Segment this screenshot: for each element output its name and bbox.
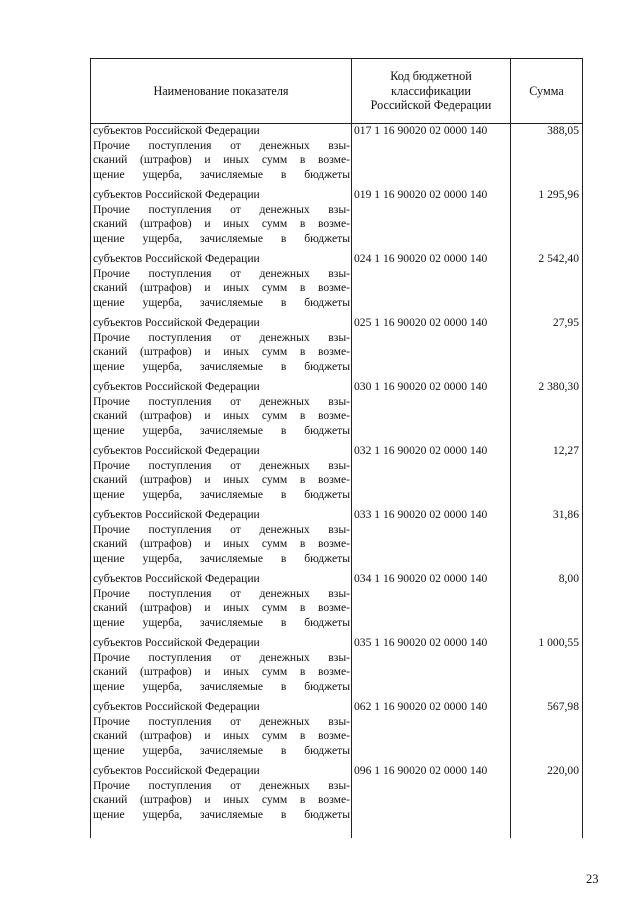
indicator-name-cell bbox=[91, 572, 352, 636]
name-description-line: сканий (штрафов) и иных сумм в возме- bbox=[93, 793, 350, 807]
header-code-line: Российской Федерации bbox=[370, 98, 492, 113]
table-header-row bbox=[91, 59, 583, 124]
header-sum: Сумма bbox=[511, 59, 583, 124]
sum-cell: 567,98 bbox=[511, 700, 583, 764]
name-description-line: Прочие поступления от денежных взы- bbox=[93, 266, 350, 280]
table-body bbox=[91, 124, 583, 839]
header-code-line: Код бюджетной bbox=[390, 69, 472, 84]
budget-code-cell: 096 1 16 90020 02 0000 140 bbox=[352, 764, 511, 828]
name-continuation-line: субъектов Российской Федерации bbox=[93, 508, 260, 521]
sum-cell: 220,00 bbox=[511, 764, 583, 828]
page-number: 23 bbox=[586, 872, 599, 886]
indicator-name-cell bbox=[91, 380, 352, 444]
name-description-line: Прочие поступления от денежных взы- bbox=[93, 330, 350, 344]
sum-cell: 2 542,40 bbox=[511, 252, 583, 316]
header-indicator-name: Наименование показателя bbox=[91, 59, 352, 124]
name-description-line: щение ущерба, зачисляемые в бюджеты bbox=[93, 615, 350, 629]
name-description-line: щение ущерба, зачисляемые в бюджеты bbox=[93, 167, 350, 181]
indicator-name-cell bbox=[91, 444, 352, 508]
name-description-line: Прочие поступления от денежных взы- bbox=[93, 586, 350, 600]
indicator-name-cell bbox=[91, 124, 352, 189]
budget-code-cell: 025 1 16 90020 02 0000 140 bbox=[352, 316, 511, 380]
budget-code-cell: 062 1 16 90020 02 0000 140 bbox=[352, 700, 511, 764]
table-bottom-spacer bbox=[91, 828, 583, 838]
name-description-line: сканий (штрафов) и иных сумм в возме- bbox=[93, 153, 350, 167]
name-continuation-line: субъектов Российской Федерации bbox=[93, 700, 260, 713]
spacer-cell bbox=[511, 828, 583, 838]
name-description-line: Прочие поступления от денежных взы- bbox=[93, 778, 350, 792]
header-budget-code bbox=[352, 59, 511, 124]
budget-code-cell: 035 1 16 90020 02 0000 140 bbox=[352, 636, 511, 700]
sum-cell: 8,00 bbox=[511, 572, 583, 636]
name-description-line: Прочие поступления от денежных взы- bbox=[93, 202, 350, 216]
name-continuation-line: субъектов Российской Федерации bbox=[93, 380, 260, 393]
table-row bbox=[91, 700, 583, 764]
name-description-line: щение ущерба, зачисляемые в бюджеты bbox=[93, 551, 350, 565]
name-description-line: Прочие поступления от денежных взы- bbox=[93, 714, 350, 728]
name-description-line: щение ущерба, зачисляемые в бюджеты bbox=[93, 231, 350, 245]
table-row bbox=[91, 316, 583, 380]
name-continuation-line: субъектов Российской Федерации bbox=[93, 124, 260, 137]
name-description-line: щение ущерба, зачисляемые в бюджеты bbox=[93, 807, 350, 821]
table-row bbox=[91, 252, 583, 316]
header-code-line: классификации bbox=[391, 83, 471, 98]
table-row bbox=[91, 764, 583, 828]
budget-code-cell: 030 1 16 90020 02 0000 140 bbox=[352, 380, 511, 444]
name-continuation-line: субъектов Российской Федерации bbox=[93, 252, 260, 265]
budget-code-cell: 024 1 16 90020 02 0000 140 bbox=[352, 252, 511, 316]
budget-code-cell: 017 1 16 90020 02 0000 140 bbox=[352, 124, 511, 189]
name-continuation-line: субъектов Российской Федерации bbox=[93, 572, 260, 585]
name-description-line: Прочие поступления от денежных взы- bbox=[93, 458, 350, 472]
sum-cell: 31,86 bbox=[511, 508, 583, 572]
name-description-line: щение ущерба, зачисляемые в бюджеты bbox=[93, 423, 350, 437]
name-description-line: сканий (штрафов) и иных сумм в возме- bbox=[93, 729, 350, 743]
sum-cell: 27,95 bbox=[511, 316, 583, 380]
budget-code-cell: 019 1 16 90020 02 0000 140 bbox=[352, 188, 511, 252]
name-description-line: сканий (штрафов) и иных сумм в возме- bbox=[93, 601, 350, 615]
name-description-line: щение ущерба, зачисляемые в бюджеты bbox=[93, 359, 350, 373]
table-row bbox=[91, 124, 583, 189]
name-description-line: Прочие поступления от денежных взы- bbox=[93, 522, 350, 536]
table-row bbox=[91, 380, 583, 444]
table-row bbox=[91, 572, 583, 636]
budget-code-cell: 033 1 16 90020 02 0000 140 bbox=[352, 508, 511, 572]
name-description-line: сканий (штрафов) и иных сумм в возме- bbox=[93, 473, 350, 487]
name-description-line: сканий (штрафов) и иных сумм в возме- bbox=[93, 281, 350, 295]
name-description-line: щение ущерба, зачисляемые в бюджеты bbox=[93, 743, 350, 757]
name-description-line: Прочие поступления от денежных взы- bbox=[93, 394, 350, 408]
name-continuation-line: субъектов Российской Федерации bbox=[93, 764, 260, 777]
name-description-line: Прочие поступления от денежных взы- bbox=[93, 138, 350, 152]
indicator-name-cell bbox=[91, 316, 352, 380]
indicator-name-cell bbox=[91, 252, 352, 316]
name-description-line: сканий (штрафов) и иных сумм в возме- bbox=[93, 409, 350, 423]
indicator-name-cell bbox=[91, 188, 352, 252]
spacer-cell bbox=[352, 828, 511, 838]
table-row bbox=[91, 444, 583, 508]
budget-code-cell: 034 1 16 90020 02 0000 140 bbox=[352, 572, 511, 636]
sum-cell: 1 295,96 bbox=[511, 188, 583, 252]
name-description-line: сканий (штрафов) и иных сумм в возме- bbox=[93, 345, 350, 359]
sum-cell: 1 000,55 bbox=[511, 636, 583, 700]
budget-code-cell: 032 1 16 90020 02 0000 140 bbox=[352, 444, 511, 508]
indicator-name-cell bbox=[91, 508, 352, 572]
name-description-line: щение ущерба, зачисляемые в бюджеты bbox=[93, 487, 350, 501]
indicator-name-cell bbox=[91, 764, 352, 828]
name-description-line: Прочие поступления от денежных взы- bbox=[93, 650, 350, 664]
name-description-line: щение ущерба, зачисляемые в бюджеты bbox=[93, 679, 350, 693]
table-row bbox=[91, 636, 583, 700]
sum-cell: 2 380,30 bbox=[511, 380, 583, 444]
name-continuation-line: субъектов Российской Федерации bbox=[93, 188, 260, 201]
name-description-line: сканий (штрафов) и иных сумм в возме- bbox=[93, 217, 350, 231]
table-row bbox=[91, 188, 583, 252]
sum-cell: 12,27 bbox=[511, 444, 583, 508]
name-continuation-line: субъектов Российской Федерации bbox=[93, 636, 260, 649]
table-row bbox=[91, 508, 583, 572]
sum-cell: 388,05 bbox=[511, 124, 583, 189]
budget-table bbox=[90, 58, 583, 838]
name-continuation-line: субъектов Российской Федерации bbox=[93, 316, 260, 329]
name-description-line: щение ущерба, зачисляемые в бюджеты bbox=[93, 295, 350, 309]
indicator-name-cell bbox=[91, 636, 352, 700]
name-continuation-line: субъектов Российской Федерации bbox=[93, 444, 260, 457]
spacer-cell bbox=[91, 828, 352, 838]
indicator-name-cell bbox=[91, 700, 352, 764]
name-description-line: сканий (штрафов) и иных сумм в возме- bbox=[93, 665, 350, 679]
name-description-line: сканий (штрафов) и иных сумм в возме- bbox=[93, 537, 350, 551]
